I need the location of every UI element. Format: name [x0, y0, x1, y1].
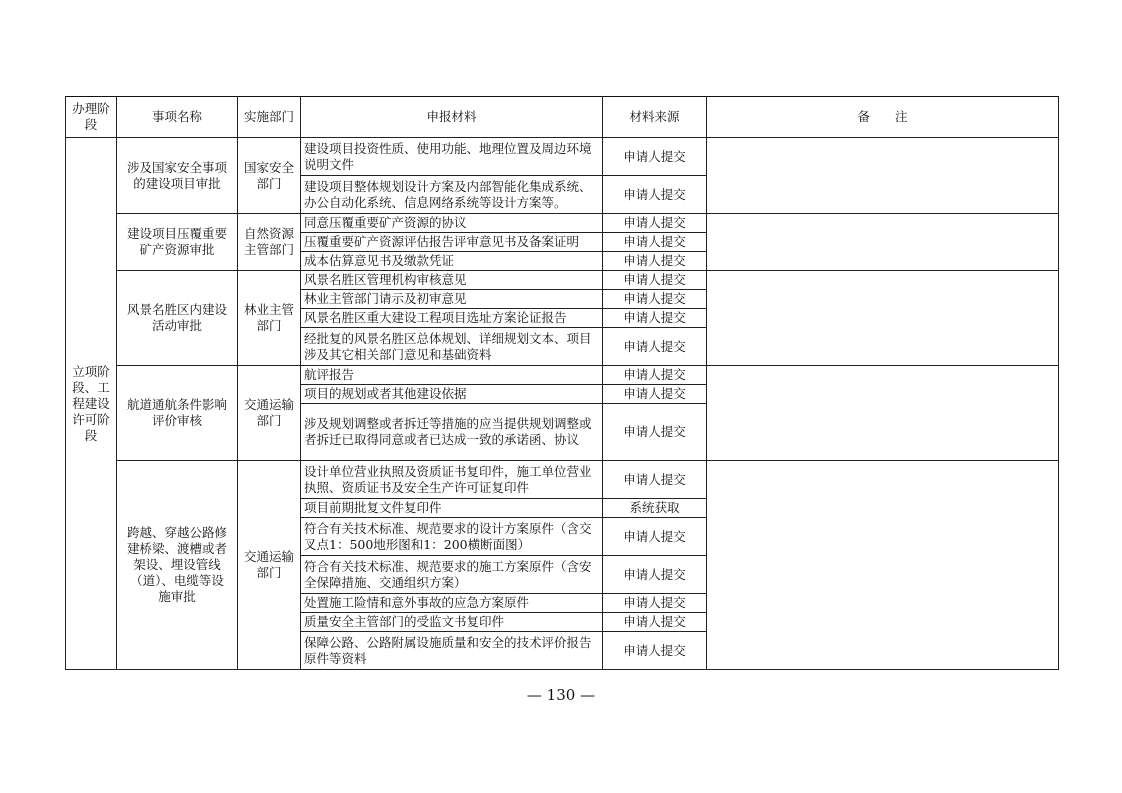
table-row — [66, 461, 1059, 499]
material-cell: 林业主管部门请示及初审意见 — [301, 290, 603, 309]
source-cell: 申请人提交 — [603, 290, 707, 309]
source-cell: 申请人提交 — [603, 556, 707, 594]
table-body — [66, 138, 1059, 670]
material-cell: 建设项目整体规划设计方案及内部智能化集成系统、办公自动化系统、信息网络系统等设计方案等。 — [301, 176, 603, 214]
header-source: 材料来源 — [603, 97, 707, 138]
table-header — [66, 97, 1059, 138]
header-dept: 实施部门 — [238, 97, 301, 138]
table-row — [66, 366, 1059, 385]
source-cell: 申请人提交 — [603, 252, 707, 271]
source-cell: 申请人提交 — [603, 366, 707, 385]
material-cell: 涉及规划调整或者拆迁等措施的应当提供规划调整或者拆迁已取得同意或者已达成一致的承诺函、协议 — [301, 404, 603, 461]
material-cell: 压覆重要矿产资源评估报告评审意见书及备案证明 — [301, 233, 603, 252]
department-cell: 交通运输部门 — [238, 366, 301, 461]
material-cell: 成本估算意见书及缴款凭证 — [301, 252, 603, 271]
material-cell: 符合有关技术标准、规范要求的设计方案原件（含交叉点1：500地形图和1：200横断面图） — [301, 518, 603, 556]
material-cell: 航评报告 — [301, 366, 603, 385]
table-row — [66, 214, 1059, 233]
material-cell: 风景名胜区管理机构审核意见 — [301, 271, 603, 290]
material-cell: 项目前期批复文件复印件 — [301, 499, 603, 518]
header-materials: 申报材料 — [301, 97, 603, 138]
material-cell: 设计单位营业执照及资质证书复印件，施工单位营业执照、资质证书及安全生产许可证复印件 — [301, 461, 603, 499]
department-cell: 林业主管部门 — [238, 271, 301, 366]
item-name-cell: 建设项目压覆重要矿产资源审批 — [117, 214, 238, 271]
material-cell: 经批复的风景名胜区总体规划、详细规划文本、项目涉及其它相关部门意见和基础资料 — [301, 328, 603, 366]
table-row — [66, 138, 1059, 176]
source-cell: 申请人提交 — [603, 632, 707, 670]
header-stage: 办理阶段 — [66, 97, 117, 138]
source-cell: 申请人提交 — [603, 328, 707, 366]
item-name-cell: 风景名胜区内建设活动审批 — [117, 271, 238, 366]
source-cell: 申请人提交 — [603, 461, 707, 499]
notes-cell — [707, 271, 1059, 366]
notes-cell — [707, 461, 1059, 670]
material-cell: 风景名胜区重大建设工程项目选址方案论证报告 — [301, 309, 603, 328]
material-cell: 处置施工险情和意外事故的应急方案原件 — [301, 594, 603, 613]
item-name-cell: 航道通航条件影响评价审核 — [117, 366, 238, 461]
table-row — [66, 271, 1059, 290]
department-cell: 国家安全部门 — [238, 138, 301, 214]
source-cell: 申请人提交 — [603, 271, 707, 290]
page-number: — 130 — — [526, 686, 596, 704]
approval-materials-table — [65, 96, 1059, 670]
department-cell: 自然资源主管部门 — [238, 214, 301, 271]
header-row — [66, 97, 1059, 138]
source-cell: 申请人提交 — [603, 594, 707, 613]
notes-cell — [707, 138, 1059, 214]
source-cell: 申请人提交 — [603, 385, 707, 404]
material-cell: 保障公路、公路附属设施质量和安全的技术评价报告原件等资料 — [301, 632, 603, 670]
source-cell: 申请人提交 — [603, 613, 707, 632]
source-cell: 系统获取 — [603, 499, 707, 518]
department-cell: 交通运输部门 — [238, 461, 301, 670]
source-cell: 申请人提交 — [603, 176, 707, 214]
material-cell: 项目的规划或者其他建设依据 — [301, 385, 603, 404]
stage-cell: 立项阶段、工程建设许可阶段 — [66, 138, 117, 670]
source-cell: 申请人提交 — [603, 138, 707, 176]
source-cell: 申请人提交 — [603, 404, 707, 461]
material-cell: 符合有关技术标准、规范要求的施工方案原件（含安全保障措施、交通组织方案） — [301, 556, 603, 594]
material-cell: 质量安全主管部门的受监文书复印件 — [301, 613, 603, 632]
notes-cell — [707, 214, 1059, 271]
item-name-cell: 涉及国家安全事项的建设项目审批 — [117, 138, 238, 214]
source-cell: 申请人提交 — [603, 233, 707, 252]
source-cell: 申请人提交 — [603, 214, 707, 233]
header-item: 事项名称 — [117, 97, 238, 138]
source-cell: 申请人提交 — [603, 518, 707, 556]
material-cell: 同意压覆重要矿产资源的协议 — [301, 214, 603, 233]
header-notes: 备 注 — [707, 97, 1059, 138]
material-cell: 建设项目投资性质、使用功能、地理位置及周边环境说明文件 — [301, 138, 603, 176]
item-name-cell: 跨越、穿越公路修建桥梁、渡槽或者架设、埋设管线（道）、电缆等设施审批 — [117, 461, 238, 670]
source-cell: 申请人提交 — [603, 309, 707, 328]
notes-cell — [707, 366, 1059, 461]
